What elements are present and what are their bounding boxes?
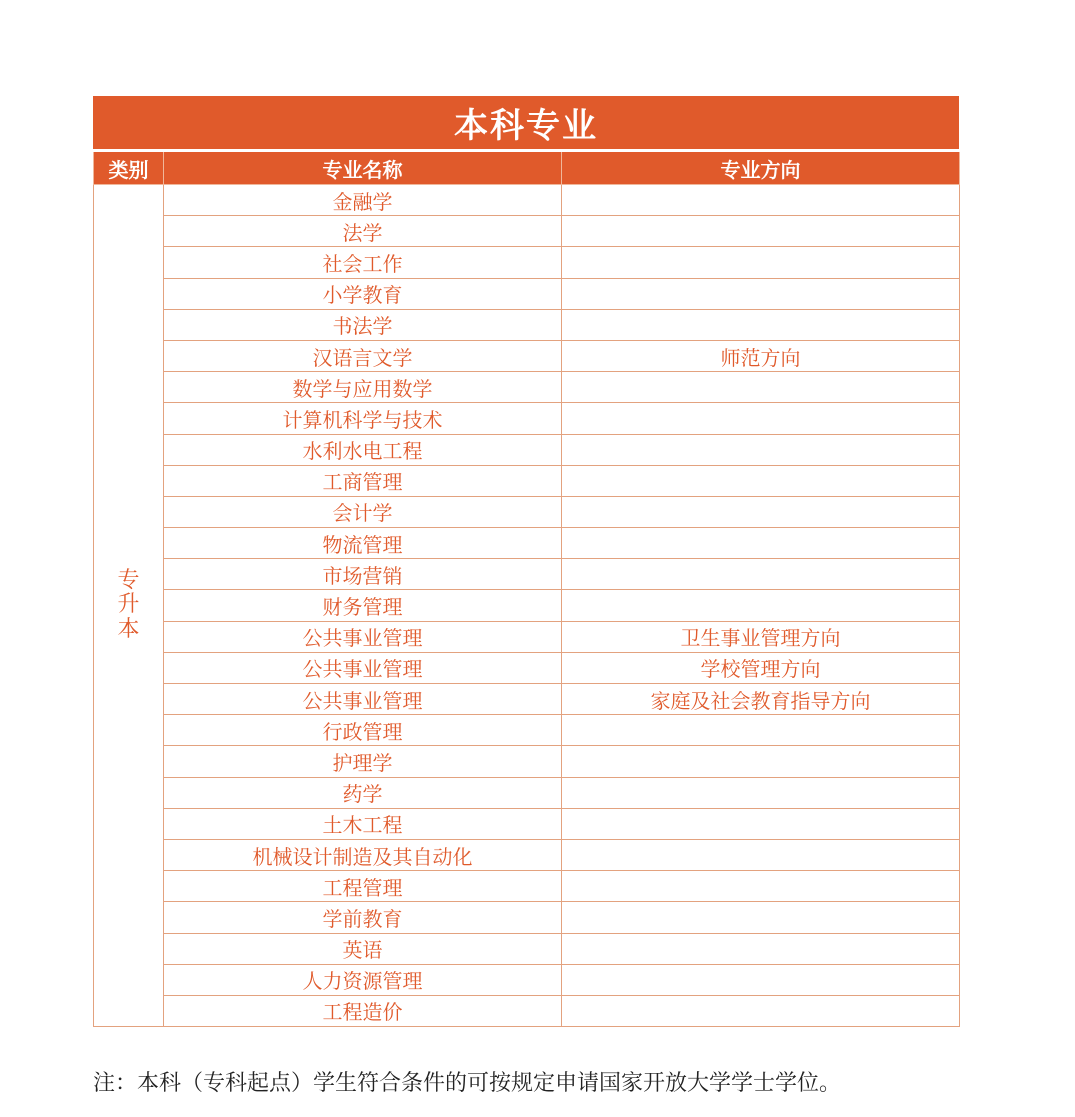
major-direction-cell <box>562 995 960 1026</box>
major-name-cell: 金融学 <box>164 185 562 216</box>
table-row <box>94 902 960 933</box>
major-name-cell: 土木工程 <box>164 808 562 839</box>
major-name-cell: 社会工作 <box>164 247 562 278</box>
table-row <box>94 684 960 715</box>
major-name-cell: 计算机科学与技术 <box>164 403 562 434</box>
header-category: 类别 <box>94 152 164 185</box>
major-name-cell: 汉语言文学 <box>164 340 562 371</box>
major-direction-cell <box>562 216 960 247</box>
major-name-cell: 财务管理 <box>164 590 562 621</box>
major-direction-cell <box>562 590 960 621</box>
table-row <box>94 309 960 340</box>
major-direction-cell <box>562 185 960 216</box>
table-row <box>94 964 960 995</box>
major-name-cell: 水利水电工程 <box>164 434 562 465</box>
major-name-cell: 数学与应用数学 <box>164 372 562 403</box>
major-name-cell: 人力资源管理 <box>164 964 562 995</box>
major-name-cell: 工程造价 <box>164 995 562 1026</box>
major-name-cell: 市场营销 <box>164 559 562 590</box>
category-cell <box>94 185 164 1027</box>
major-direction-cell: 卫生事业管理方向 <box>562 621 960 652</box>
major-direction-cell: 学校管理方向 <box>562 652 960 683</box>
header-major-direction: 专业方向 <box>562 152 960 185</box>
majors-document <box>93 96 959 1027</box>
major-direction-cell <box>562 496 960 527</box>
table-row <box>94 496 960 527</box>
majors-table-body <box>94 185 960 1027</box>
major-direction-cell <box>562 434 960 465</box>
major-name-cell: 法学 <box>164 216 562 247</box>
table-row <box>94 590 960 621</box>
major-name-cell: 公共事业管理 <box>164 621 562 652</box>
majors-table <box>93 152 960 1027</box>
major-direction-cell <box>562 309 960 340</box>
major-name-cell: 公共事业管理 <box>164 684 562 715</box>
table-row <box>94 528 960 559</box>
table-row <box>94 403 960 434</box>
footnote: 注：本科（专科起点）学生符合条件的可按规定申请国家开放大学学士学位。 <box>93 1071 842 1096</box>
table-row <box>94 621 960 652</box>
major-direction-cell <box>562 871 960 902</box>
table-title: 本科专业 <box>93 96 959 149</box>
major-direction-cell <box>562 839 960 870</box>
header-major-name: 专业名称 <box>164 152 562 185</box>
table-row <box>94 777 960 808</box>
table-row <box>94 185 960 216</box>
table-row <box>94 372 960 403</box>
table-row <box>94 559 960 590</box>
major-name-cell: 工商管理 <box>164 465 562 496</box>
major-name-cell: 英语 <box>164 933 562 964</box>
table-row <box>94 465 960 496</box>
table-row <box>94 871 960 902</box>
category-label: 专升本 <box>117 568 140 642</box>
major-direction-cell <box>562 247 960 278</box>
major-direction-cell <box>562 372 960 403</box>
major-direction-cell: 师范方向 <box>562 340 960 371</box>
table-row <box>94 340 960 371</box>
table-row <box>94 839 960 870</box>
major-name-cell: 会计学 <box>164 496 562 527</box>
major-direction-cell <box>562 808 960 839</box>
major-direction-cell <box>562 403 960 434</box>
major-direction-cell <box>562 559 960 590</box>
major-direction-cell <box>562 528 960 559</box>
major-direction-cell <box>562 278 960 309</box>
major-direction-cell <box>562 933 960 964</box>
major-name-cell: 护理学 <box>164 746 562 777</box>
major-direction-cell <box>562 465 960 496</box>
table-row <box>94 715 960 746</box>
major-name-cell: 药学 <box>164 777 562 808</box>
major-direction-cell <box>562 902 960 933</box>
table-row <box>94 746 960 777</box>
major-direction-cell <box>562 964 960 995</box>
major-direction-cell <box>562 746 960 777</box>
table-row <box>94 247 960 278</box>
major-name-cell: 学前教育 <box>164 902 562 933</box>
table-row <box>94 933 960 964</box>
major-name-cell: 书法学 <box>164 309 562 340</box>
table-row <box>94 652 960 683</box>
major-direction-cell <box>562 777 960 808</box>
major-direction-cell: 家庭及社会教育指导方向 <box>562 684 960 715</box>
major-name-cell: 公共事业管理 <box>164 652 562 683</box>
table-row <box>94 278 960 309</box>
major-name-cell: 小学教育 <box>164 278 562 309</box>
major-name-cell: 工程管理 <box>164 871 562 902</box>
major-direction-cell <box>562 715 960 746</box>
table-row <box>94 808 960 839</box>
table-row <box>94 995 960 1026</box>
major-name-cell: 行政管理 <box>164 715 562 746</box>
table-row <box>94 434 960 465</box>
header-row <box>94 152 960 185</box>
major-name-cell: 机械设计制造及其自动化 <box>164 839 562 870</box>
major-name-cell: 物流管理 <box>164 528 562 559</box>
table-row <box>94 216 960 247</box>
